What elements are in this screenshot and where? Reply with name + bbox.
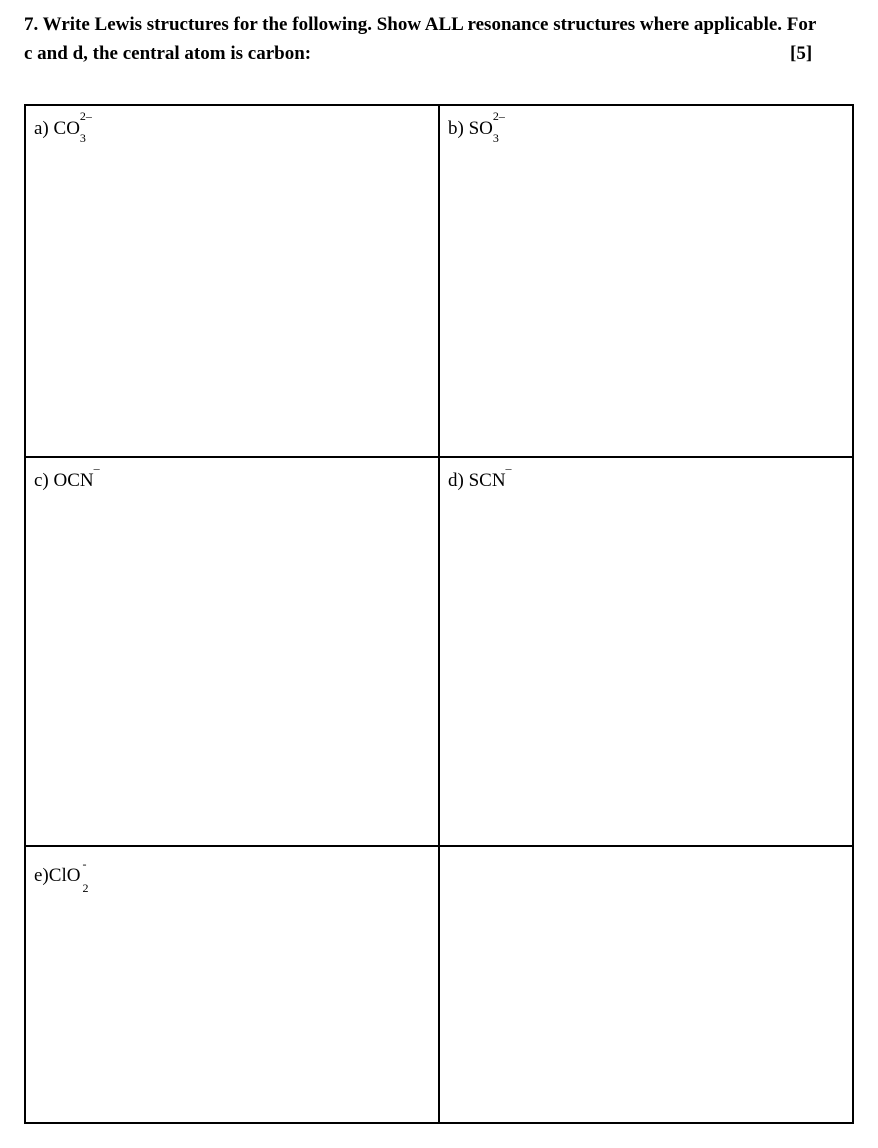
item-label-b bbox=[448, 109, 505, 145]
answer-box-c[interactable] bbox=[26, 458, 440, 847]
item-prefix: b) bbox=[448, 118, 469, 139]
formula-subscript: 3 bbox=[79, 131, 86, 145]
charge-group bbox=[505, 461, 518, 492]
answer-box-e[interactable] bbox=[26, 847, 440, 1122]
item-formula: SCN bbox=[468, 470, 506, 491]
charge-superscript: 2– bbox=[79, 109, 92, 123]
answer-box-b[interactable] bbox=[440, 106, 852, 458]
formula-subscript: 2 bbox=[82, 881, 89, 895]
item-prefix: d) bbox=[448, 470, 469, 491]
item-label-d bbox=[448, 461, 518, 492]
charge-group bbox=[93, 461, 106, 492]
item-prefix: e) bbox=[34, 865, 49, 886]
question-text: 7. Write Lewis structures for the following. Show ALL resonance structures where applicable. For c and d, the central atom is carbon: bbox=[24, 14, 816, 64]
answer-box-d[interactable] bbox=[440, 458, 852, 847]
answer-box-empty[interactable] bbox=[440, 847, 852, 1122]
item-label-c bbox=[34, 461, 106, 492]
item-label-a bbox=[34, 109, 92, 145]
charge-superscript: – bbox=[93, 461, 100, 475]
charge-group bbox=[79, 109, 92, 145]
formula-subscript: 3 bbox=[492, 131, 499, 145]
item-prefix: a) bbox=[34, 118, 54, 139]
charge-superscript: 2– bbox=[492, 109, 505, 123]
item-formula: CO bbox=[53, 118, 80, 139]
item-formula: SO bbox=[468, 118, 493, 139]
answer-grid bbox=[24, 104, 854, 1124]
item-label-e bbox=[34, 857, 92, 895]
charge-group bbox=[492, 109, 505, 145]
charge-superscript: – bbox=[505, 461, 512, 475]
charge-superscript: - bbox=[82, 857, 87, 871]
item-formula: OCN bbox=[53, 470, 94, 491]
marks-label: [5] bbox=[790, 43, 813, 64]
item-prefix: c) bbox=[34, 470, 54, 491]
answer-box-a[interactable] bbox=[26, 106, 440, 458]
item-formula: ClO bbox=[48, 865, 81, 886]
charge-group bbox=[80, 857, 92, 895]
